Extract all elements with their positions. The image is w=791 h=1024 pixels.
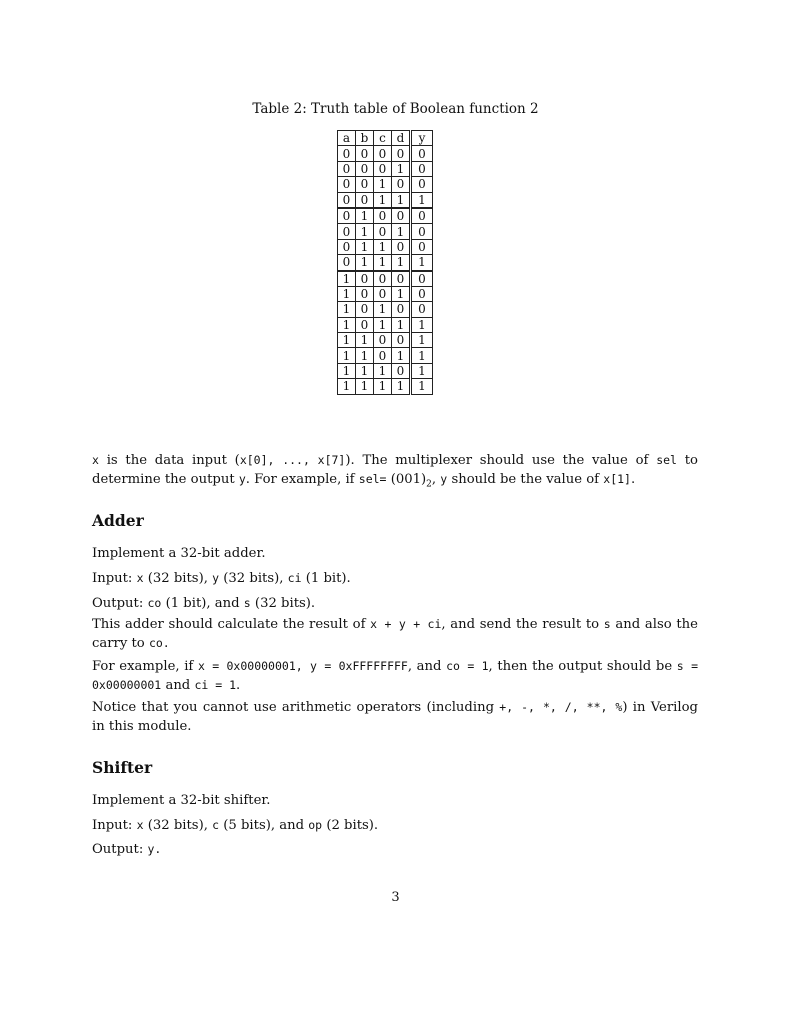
- table-cell: 0: [338, 146, 356, 161]
- table-row: [338, 224, 433, 239]
- shifter-p1: Implement a 32-bit shifter.: [92, 793, 271, 808]
- table-cell: 1: [392, 192, 411, 208]
- table-cell: 0: [374, 271, 392, 287]
- table-cell: c: [374, 131, 392, 146]
- table-cell: 0: [356, 192, 374, 208]
- table-cell: 1: [338, 286, 356, 301]
- mux-description: x is the data input (x[0], ..., x[7]). The multiplexer should use the value of sel to determine the output y. For example, if $sel= (001)_2$, y should be the value of x[1].: [92, 453, 698, 490]
- table-row: [338, 379, 433, 394]
- table-caption: Table 2: Truth table of Boolean function 2: [252, 101, 539, 117]
- adder-p5: For example, if x = 0x00000001, y = 0xFFFFFFFF, and co = 1, then the output should be s = 0x00000001 and ci = 1.: [92, 659, 698, 693]
- table-cell: 0: [374, 348, 392, 363]
- table-cell: 0: [338, 192, 356, 208]
- adder-p1: Implement a 32-bit adder.: [92, 546, 266, 561]
- table-cell: 0: [356, 177, 374, 192]
- table-cell: 1: [338, 317, 356, 332]
- table-cell: 1: [356, 255, 374, 271]
- table-row: [338, 146, 433, 161]
- table-cell: 1: [411, 379, 433, 394]
- table-cell: 0: [374, 224, 392, 239]
- table-cell: 1: [356, 208, 374, 224]
- table-cell: 0: [411, 286, 433, 301]
- table-cell: 1: [392, 161, 411, 176]
- table-cell: 0: [392, 363, 411, 378]
- table-cell: 0: [392, 177, 411, 192]
- table-row: [338, 255, 433, 271]
- table-cell: 1: [338, 333, 356, 348]
- table-cell: 0: [411, 161, 433, 176]
- table-cell: 1: [374, 363, 392, 378]
- table-cell: 1: [356, 239, 374, 254]
- table-row: [338, 348, 433, 363]
- adder-heading: Adder: [92, 511, 144, 530]
- shifter-heading: Shifter: [92, 758, 153, 777]
- table-cell: 0: [356, 317, 374, 332]
- table-header-row: [338, 131, 433, 146]
- table-cell: 0: [411, 146, 433, 161]
- table-cell: 0: [374, 146, 392, 161]
- table-cell: y: [411, 131, 433, 146]
- table-row: [338, 271, 433, 287]
- table-cell: 0: [411, 208, 433, 224]
- table-row: [338, 286, 433, 301]
- table-cell: 0: [392, 302, 411, 317]
- table-cell: 0: [392, 239, 411, 254]
- table-cell: 0: [338, 177, 356, 192]
- table-cell: 1: [411, 348, 433, 363]
- table-row: [338, 363, 433, 378]
- table-cell: 0: [356, 161, 374, 176]
- table-cell: 0: [356, 286, 374, 301]
- table-cell: 1: [392, 255, 411, 271]
- table-cell: 1: [374, 317, 392, 332]
- table-cell: 1: [356, 348, 374, 363]
- table-row: [338, 208, 433, 224]
- table-cell: 0: [356, 302, 374, 317]
- table-cell: b: [356, 131, 374, 146]
- table-cell: 0: [392, 333, 411, 348]
- table-cell: 1: [374, 239, 392, 254]
- table-cell: 1: [356, 224, 374, 239]
- table-cell: 0: [338, 239, 356, 254]
- table-cell: 0: [374, 208, 392, 224]
- table-cell: 1: [338, 379, 356, 394]
- table-cell: 1: [338, 302, 356, 317]
- table-row: [338, 317, 433, 332]
- adder-p4: This adder should calculate the result of x + y + ci, and send the result to s and also the carry to co.: [92, 617, 698, 651]
- table-cell: 0: [338, 224, 356, 239]
- table-cell: 0: [374, 333, 392, 348]
- table-cell: 1: [356, 363, 374, 378]
- table-cell: 1: [392, 348, 411, 363]
- table-cell: 1: [356, 379, 374, 394]
- truth-table: [337, 130, 433, 395]
- table-cell: 1: [392, 379, 411, 394]
- table-row: [338, 161, 433, 176]
- table-cell: 0: [392, 146, 411, 161]
- table-cell: 0: [411, 271, 433, 287]
- table-row: [338, 177, 433, 192]
- table-cell: 0: [411, 239, 433, 254]
- table-cell: 1: [392, 286, 411, 301]
- shifter-output: Output: y.: [92, 842, 162, 857]
- adder-output: Output: co (1 bit), and s (32 bits).: [92, 596, 316, 611]
- table-row: [338, 333, 433, 348]
- table-row: [338, 192, 433, 208]
- table-cell: 0: [411, 224, 433, 239]
- table-row: [338, 302, 433, 317]
- table-cell: 1: [392, 224, 411, 239]
- table-cell: 0: [356, 146, 374, 161]
- table-cell: 0: [411, 177, 433, 192]
- table-cell: 0: [356, 271, 374, 287]
- table-cell: 1: [374, 177, 392, 192]
- shifter-input: Input: x (32 bits), c (5 bits), and op (2 bits).: [92, 818, 379, 833]
- table-cell: 1: [338, 271, 356, 287]
- table-cell: 0: [411, 302, 433, 317]
- table-cell: 1: [411, 333, 433, 348]
- page-number: 3: [391, 890, 400, 905]
- adder-input: Input: x (32 bits), y (32 bits), ci (1 bit).: [92, 571, 351, 586]
- table-cell: 1: [411, 192, 433, 208]
- table-cell: d: [392, 131, 411, 146]
- table-cell: 1: [356, 333, 374, 348]
- table-cell: 0: [338, 255, 356, 271]
- table-cell: 1: [411, 317, 433, 332]
- table-cell: a: [338, 131, 356, 146]
- table-cell: 0: [374, 286, 392, 301]
- table-cell: 0: [338, 161, 356, 176]
- table-cell: 1: [338, 348, 356, 363]
- table-cell: 1: [374, 192, 392, 208]
- table-cell: 0: [338, 208, 356, 224]
- adder-p6: Notice that you cannot use arithmetic operators (including +, -, *, /, **, %) in Verilog in this module.: [92, 700, 698, 734]
- table-cell: 1: [338, 363, 356, 378]
- table-cell: 1: [411, 363, 433, 378]
- table-cell: 0: [392, 271, 411, 287]
- table-cell: 1: [374, 255, 392, 271]
- table-cell: 1: [374, 302, 392, 317]
- table-cell: 0: [374, 161, 392, 176]
- table-cell: 1: [374, 379, 392, 394]
- table-cell: 0: [392, 208, 411, 224]
- table-cell: 1: [411, 255, 433, 271]
- table-cell: 1: [392, 317, 411, 332]
- table-row: [338, 239, 433, 254]
